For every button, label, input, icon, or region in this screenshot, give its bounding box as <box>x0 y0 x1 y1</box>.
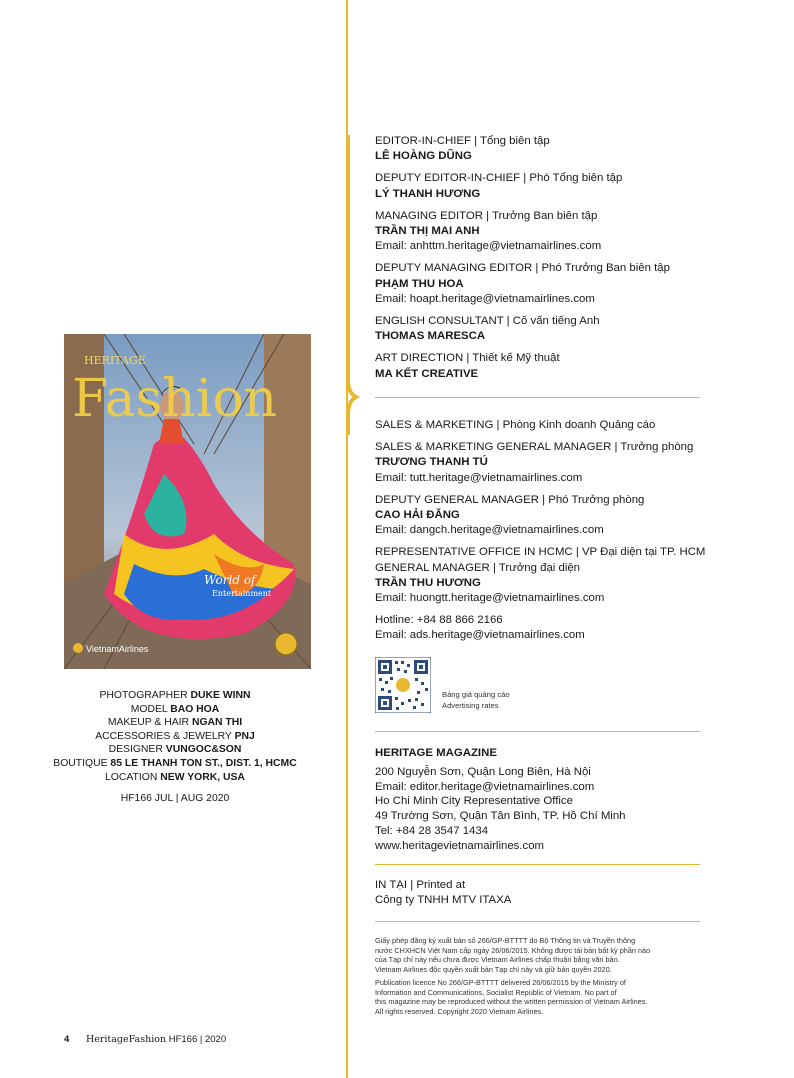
licence-line: của Tạp chí này nếu chưa được Vietnam Airlines chấp thuận bằng văn bản. <box>375 955 620 965</box>
qr-code-icon[interactable] <box>375 657 431 713</box>
email-text: Email: tutt.heritage@vietnamairlines.com <box>375 471 583 484</box>
role-title: EDITOR-IN-CHIEF | Tổng biên tập <box>375 135 550 147</box>
credit-value: DUKE WINN <box>190 690 251 701</box>
licence-line: Vietnam Airlines độc quyền xuất bản Tạp chí này và giữ bản quyền 2020. <box>375 964 612 974</box>
cover-photo <box>64 334 311 669</box>
editorial-section <box>375 134 715 389</box>
cover-world-text: World of <box>204 573 256 587</box>
masthead-entry <box>375 545 715 606</box>
licence-line: this magazine may be reproduced without the written permission of Vietnam Airlines. <box>375 997 648 1007</box>
person-name: TRƯƠNG THANH TÚ <box>375 456 488 469</box>
cover-airline-name: VietnamAirlines <box>86 644 149 654</box>
credit-row <box>40 743 310 757</box>
role-title: GENERAL MANAGER | Trưởng đại diện <box>375 561 581 574</box>
cover-heritage-title: HERITAGE <box>84 354 146 367</box>
masthead-entry <box>375 493 715 539</box>
magazine-cover <box>64 334 311 669</box>
qr-caption-en: Advertising rates <box>442 701 499 710</box>
page-footer <box>64 1034 226 1045</box>
email-text: Email: hoapt.heritage@vietnamairlines.com <box>375 292 595 305</box>
person-name: TRẦN THU HƯƠNG <box>375 576 481 589</box>
hotline-text: Hotline: +84 88 866 2166 <box>375 614 503 627</box>
credit-label: BOUTIQUE <box>53 757 111 769</box>
credit-row <box>40 703 310 717</box>
section-divider <box>375 397 700 398</box>
licence-line: Information and Communications, Socialist Republic of Vietnam. No part of <box>375 987 617 997</box>
sales-header-block <box>375 418 715 433</box>
credit-value: NGAN THI <box>191 717 243 729</box>
role-title: ART DIRECTION | Thiết kế Mỹ thuật <box>375 352 560 365</box>
badge-icon <box>275 633 297 655</box>
magazine-title: HERITAGE MAGAZINE <box>375 747 497 759</box>
person-name: PHẠM THU HOA <box>375 277 464 290</box>
masthead-entry <box>375 440 715 486</box>
credit-label: MODEL <box>130 703 171 715</box>
email-text: Email: huongtt.heritage@vietnamairlines.com <box>375 592 605 605</box>
printed-label: IN TẠI | Printed at <box>375 879 466 891</box>
masthead-entry <box>375 351 715 381</box>
footer-brand: HeritageFashion <box>85 1034 167 1045</box>
role-title: DEPUTY MANAGING EDITOR | Phó Trưởng Ban biên tập <box>375 262 670 275</box>
cover-fashion-title: Fashion <box>72 369 278 429</box>
role-title: ENGLISH CONSULTANT | Cố vấn tiếng Anh <box>375 315 600 328</box>
masthead-entry <box>375 209 715 255</box>
licence-line: nước CHXHCN Việt Nam cấp ngày 26/06/2015. Không được tái bản bất kỳ phần nào <box>375 945 651 955</box>
masthead-entry <box>375 171 715 201</box>
person-name: CAO HẢI ĐĂNG <box>375 509 460 522</box>
issue-label: HF166 JUL | AUG 2020 <box>120 793 230 805</box>
email-text: Email: dangch.heritage@vietnamairlines.com <box>375 524 604 537</box>
role-title: MANAGING EDITOR | Trưởng Ban biên tập <box>375 209 598 222</box>
contact-block <box>375 613 715 643</box>
role-title: REPRESENTATIVE OFFICE IN HCMC | VP Đại diện tại TP. HCM <box>375 546 706 559</box>
section-divider <box>375 731 700 732</box>
lotus-logo-icon <box>73 643 83 653</box>
address-line: 49 Trường Sơn, Quận Tân Bình, TP. Hồ Chí Minh <box>375 810 626 823</box>
licence-line: Publication licence No 266/GP-BTTTT delivered 26/06/2015 by the Ministry of <box>375 978 626 987</box>
masthead-entry <box>375 261 715 307</box>
section-divider <box>375 864 700 865</box>
email-text: Email: anhttm.heritage@vietnamairlines.com <box>375 240 602 253</box>
sales-section <box>375 418 715 651</box>
office-line: Ho Chi Minh City Representative Office <box>375 795 573 808</box>
credit-label: DESIGNER <box>108 744 166 756</box>
role-title: SALES & MARKETING GENERAL MANAGER | Trưởng phòng <box>375 441 694 454</box>
person-name: THOMAS MARESCA <box>375 330 486 343</box>
role-title: DEPUTY EDITOR-IN-CHIEF | Phó Tổng biên tập <box>375 172 623 185</box>
cover-entertainment-text: Entertainment <box>212 589 272 598</box>
role-title: DEPUTY GENERAL MANAGER | Phó Trưởng phòng <box>375 493 645 506</box>
person-name: LÊ HOÀNG DŨNG <box>375 150 472 163</box>
printed-at <box>375 878 715 908</box>
magazine-contact <box>375 746 715 854</box>
credit-value: 85 LE THANH TON ST., DIST. 1, HCMC <box>110 757 297 769</box>
cover-credits <box>40 689 310 806</box>
person-name: MA KẾT CREATIVE <box>375 367 479 380</box>
credit-value: VUNGOC&SON <box>165 744 242 756</box>
masthead-entry <box>375 314 715 344</box>
printer-name: Công ty TNHH MTV ITAXA <box>375 894 512 906</box>
qr-caption-vn: Bảng giá quảng cáo <box>442 690 510 699</box>
email-text: Email: ads.heritage@vietnamairlines.com <box>375 629 585 642</box>
sales-header: SALES & MARKETING | Phòng Kinh doanh Quảng cáo <box>375 419 656 431</box>
credit-value: NEW YORK, USA <box>160 771 245 783</box>
credit-label: ACCESSORIES & JEWELRY <box>95 730 235 742</box>
gold-brace-decoration <box>346 135 360 435</box>
credit-value: BAO HOA <box>170 703 220 715</box>
footer-issue: HF166 | 2020 <box>168 1034 227 1045</box>
licence-vietnamese <box>375 936 705 974</box>
page-number: 4 <box>64 1034 70 1045</box>
person-name: LÝ THANH HƯƠNG <box>375 187 481 200</box>
address-line: 200 Nguyễn Sơn, Quận Long Biên, Hà Nội <box>375 765 591 778</box>
credit-row <box>40 689 310 703</box>
website-link[interactable]: www.heritagevietnamairlines.com <box>375 839 545 852</box>
credit-label: MAKEUP & HAIR <box>107 717 192 729</box>
masthead-entry <box>375 134 715 164</box>
credit-row <box>40 730 310 744</box>
credit-row <box>40 757 310 771</box>
licence-line: Giấy phép đăng ký xuất bản số 266/GP-BTTTT do Bộ Thông tin và Truyền thông <box>375 936 636 945</box>
email-text: Email: editor.heritage@vietnamairlines.com <box>375 780 595 793</box>
licence-line: All rights reserved. Copyright 2020 Vietnam Airlines. <box>375 1006 544 1016</box>
person-name: TRẦN THỊ MAI ANH <box>375 225 480 238</box>
credit-row <box>40 716 310 730</box>
credit-value: PNJ <box>234 730 255 742</box>
section-divider <box>375 921 700 922</box>
credit-label: LOCATION <box>105 771 161 783</box>
phone-line: Tel: +84 28 3547 1434 <box>375 824 489 837</box>
credit-label: PHOTOGRAPHER <box>99 690 191 701</box>
credit-row <box>40 771 310 785</box>
qr-caption <box>442 689 510 711</box>
licence-english <box>375 978 705 1016</box>
